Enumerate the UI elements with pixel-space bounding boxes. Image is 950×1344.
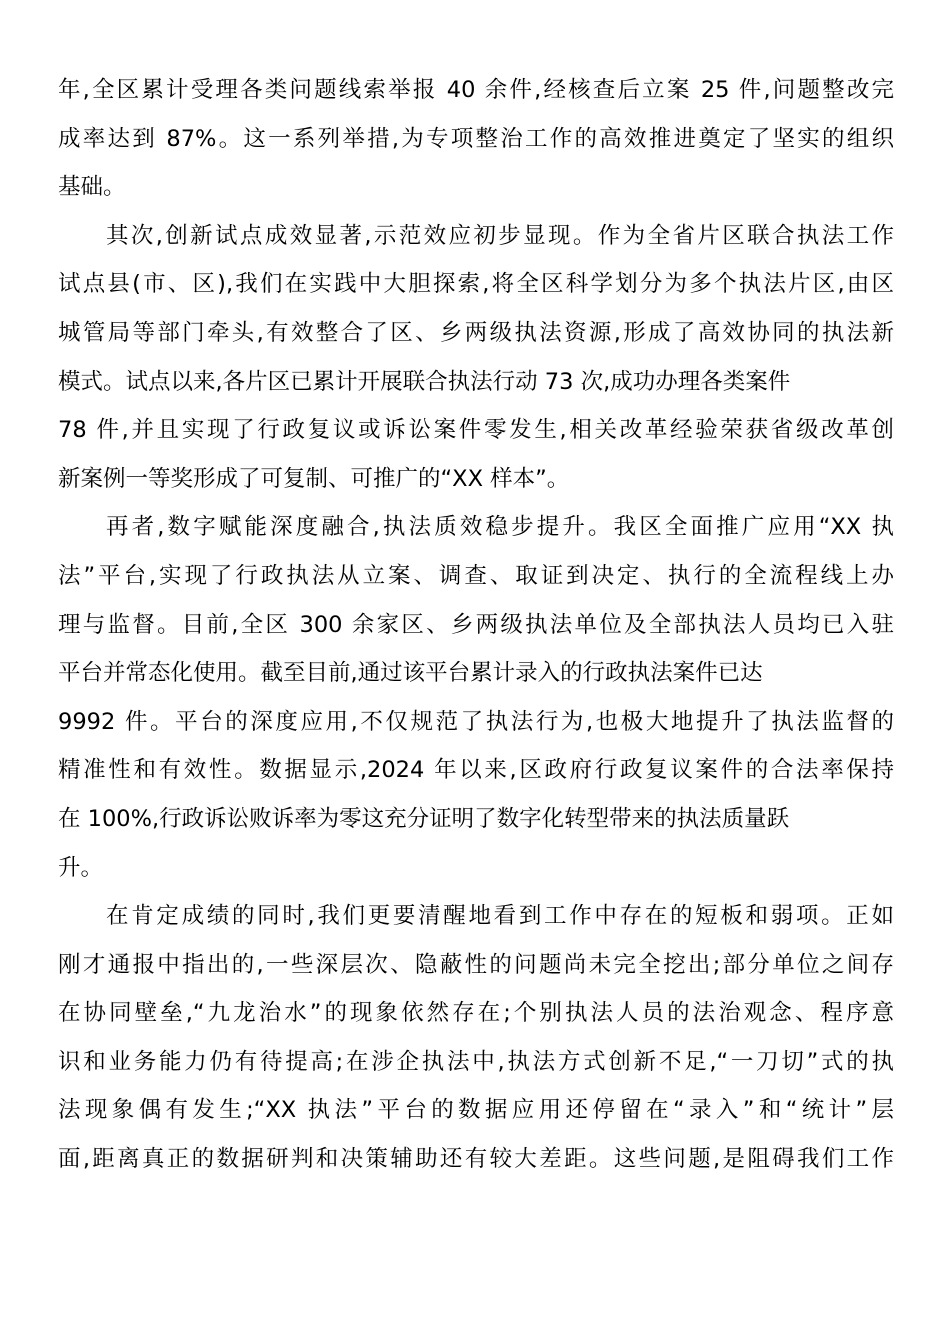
text-line: 年,全区累计受理各类问题线索举报 40 余件,经核查后立案 25 件,问题整改完 [58, 77, 894, 103]
text-line: 试点县(市、区),我们在实践中大胆探索,将全区科学划分为多个执法片区,由区 [58, 271, 894, 298]
text-line: 9992 件。平台的深度应用,不仅规范了执法行为,也极大地提升了执法监督的 [58, 708, 894, 735]
text-line: 面,距离真正的数据研判和决策辅助还有较大差距。这些问题,是阻碍我们工作 [58, 1146, 894, 1173]
text-line: 模式。试点以来,各片区已累计开展联合执法行动 73 次,成功办理各类案件 [58, 368, 791, 395]
text-line: 理与监督。目前,全区 300 余家区、乡两级执法单位及全部执法人员均已入驻 [58, 611, 894, 638]
text-line: 基础。 [58, 174, 126, 201]
text-line: 平台并常态化使用。截至目前,通过该平台累计录入的行政执法案件已达 [58, 660, 763, 687]
text-line: 成率达到 87%。这一系列举措,为专项整治工作的高效推进奠定了坚实的组织 [58, 125, 894, 152]
text-line: 78 件,并且实现了行政复议或诉讼案件零发生,相关改革经验荣获省级改革创 [58, 417, 894, 444]
text-line: 识和业务能力仍有待提高;在涉企执法中,执法方式创新不足,“一刀切”式的执 [58, 1048, 894, 1075]
text-line: 城管局等部门牵头,有效整合了区、乡两级执法资源,形成了高效协同的执法新 [58, 319, 894, 346]
text-line: 升。 [58, 854, 104, 881]
body-text [58, 66, 894, 1184]
paragraph-first-line: 其次,创新试点成效显著,示范效应初步显现。作为全省片区联合执法工作 [106, 222, 894, 249]
paragraph-first-line: 在肯定成绩的同时,我们更要清醒地看到工作中存在的短板和弱项。正如 [106, 903, 894, 930]
paragraph-first-line: 再者,数字赋能深度融合,执法质效稳步提升。我区全面推广应用“XX 执 [106, 514, 894, 541]
text-line: 刚才通报中指出的,一些深层次、隐蔽性的问题尚未完全挖出;部分单位之间存 [58, 951, 894, 978]
text-line: 精准性和有效性。数据显示,2024 年以来,区政府行政复议案件的合法率保持 [58, 757, 894, 784]
text-line: 新案例一等奖形成了可复制、可推广的“XX 样本”。 [58, 465, 570, 492]
text-line: 在 100%,行政诉讼败诉率为零这充分证明了数字化转型带来的执法质量跃 [58, 805, 790, 832]
text-line: 法”平台,实现了行政执法从立案、调查、取证到决定、执行的全流程线上办 [58, 562, 894, 589]
text-line: 在协同壁垒,“九龙治水”的现象依然存在;个别执法人员的法治观念、程序意 [58, 1000, 894, 1027]
text-line: 法现象偶有发生;“XX 执法”平台的数据应用还停留在“录入”和“统计”层 [58, 1097, 894, 1124]
